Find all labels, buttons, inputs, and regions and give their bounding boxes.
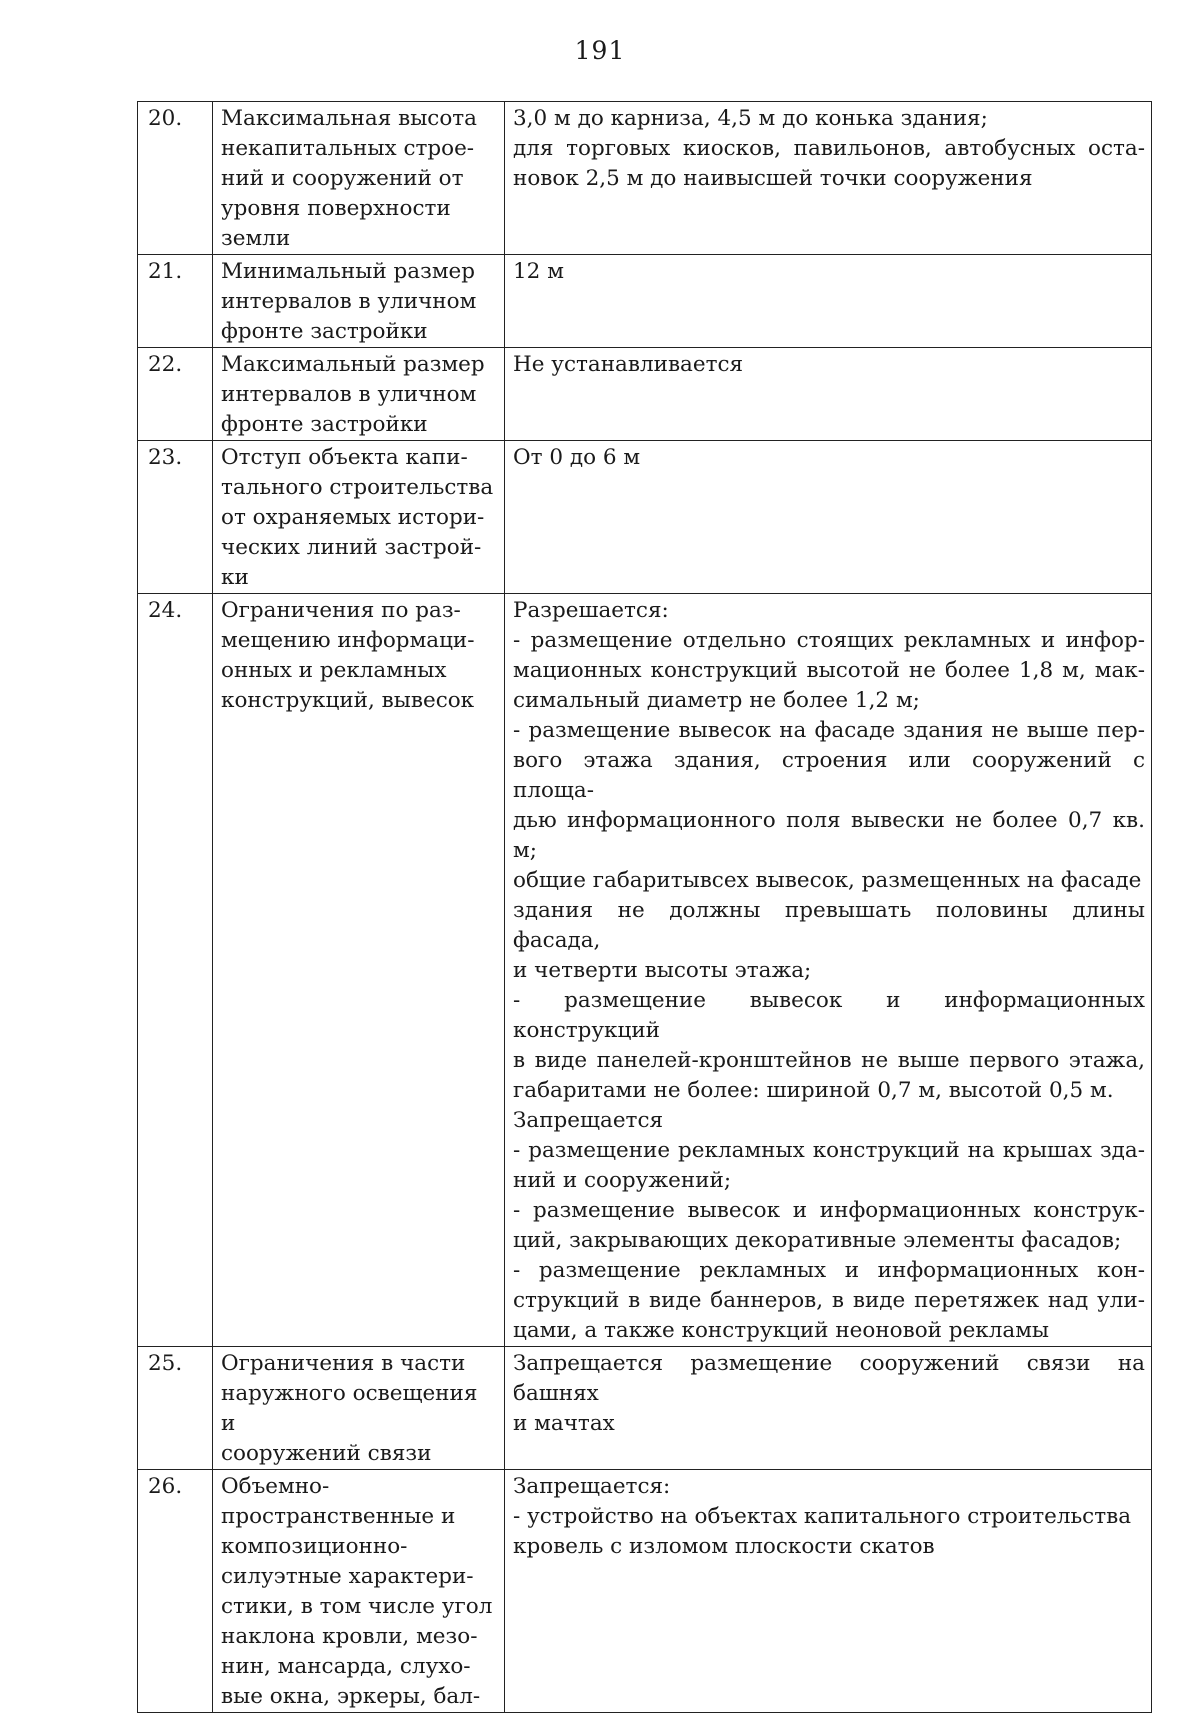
parameter-value: [505, 1470, 1152, 1713]
parameter-name-line: Максимальная высота: [221, 106, 478, 131]
row-number: 21.: [138, 255, 213, 348]
parameter-value-line: кровель с изломом плоскости скатов: [513, 1534, 935, 1559]
table-row: [138, 1347, 1152, 1470]
parameter-name: [213, 1347, 505, 1470]
parameter-name-line: от охраняемых истори-: [221, 505, 485, 530]
parameter-name: [213, 348, 505, 441]
parameter-value-line: струкций в виде баннеров, в виде перетяжек над ули-: [513, 1288, 1145, 1313]
parameter-name-line: нин, мансарда, слухо-: [221, 1654, 471, 1679]
parameter-name-line: Минимальный размер: [221, 259, 476, 284]
parameter-value: [505, 102, 1152, 255]
parameter-value-line: габаритами не более: шириной 0,7 м, высотой 0,5 м.: [513, 1078, 1114, 1103]
parameter-value-line: в виде панелей-кронштейнов не выше первого этажа,: [513, 1048, 1145, 1073]
table-row: [138, 441, 1152, 594]
parameter-value-line: новок 2,5 м до наивысшей точки сооружения: [513, 166, 1033, 191]
parameter-name: [213, 102, 505, 255]
parameter-name: [213, 594, 505, 1347]
parameter-name-line: земли: [221, 226, 291, 251]
parameter-name-line: ки: [221, 565, 249, 590]
parameter-name-line: ний и сооружений от: [221, 166, 464, 191]
parameter-value-line: цами, а также конструкций неоновой рекламы: [513, 1318, 1050, 1343]
parameter-name-line: конструкций, вывесок: [221, 688, 475, 713]
parameter-name-line: наружного освещения и: [221, 1381, 478, 1436]
parameter-value-line: Разрешается:: [513, 598, 669, 623]
parameter-name-line: Максимальный размер: [221, 352, 485, 377]
row-number: 20.: [138, 102, 213, 255]
parameter-value-line: - размещение отдельно стоящих рекламных и инфор-: [513, 628, 1145, 653]
parameter-value-line: ций, закрывающих декоративные элементы фасадов;: [513, 1228, 1122, 1253]
parameter-value-line: симальный диаметр не более 1,2 м;: [513, 688, 920, 713]
parameter-value-line: - размещение рекламных и информационных кон-: [513, 1258, 1145, 1283]
parameter-value-line: Запрещается размещение сооружений связи на башнях: [513, 1351, 1145, 1406]
row-number: 26.: [138, 1470, 213, 1713]
parameter-name-line: онных и рекламных: [221, 658, 447, 683]
parameter-value: [505, 1347, 1152, 1470]
row-number: 25.: [138, 1347, 213, 1470]
parameter-value-line: ний и сооружений;: [513, 1168, 732, 1193]
parameter-name-line: фронте застройки: [221, 412, 428, 437]
parameter-value-line: общие габаритывсех вывесок, размещенных на фасаде: [513, 868, 1142, 893]
parameter-name-line: некапитальных строе-: [221, 136, 475, 161]
parameter-value-line: От 0 до 6 м: [513, 445, 641, 470]
parameter-name-line: тального строительства: [221, 475, 494, 500]
parameter-name-line: Ограничения по раз-: [221, 598, 461, 623]
parameter-name-line: интервалов в уличном: [221, 382, 477, 407]
parameter-value-line: - размещение вывесок на фасаде здания не выше пер-: [513, 718, 1145, 743]
table-row: [138, 348, 1152, 441]
parameter-name-line: уровня поверхности: [221, 196, 451, 221]
parameter-name-line: Ограничения в части: [221, 1351, 466, 1376]
row-number: 24.: [138, 594, 213, 1347]
table-row: [138, 594, 1152, 1347]
parameter-name-line: силуэтные характери-: [221, 1564, 474, 1589]
parameter-value-line: вого этажа здания, строения или сооружений с площа-: [513, 748, 1145, 803]
table-row: [138, 102, 1152, 255]
parameter-value-line: и мачтах: [513, 1411, 615, 1436]
parameter-name-line: стики, в том числе угол: [221, 1594, 493, 1619]
parameter-name-line: Отступ объекта капи-: [221, 445, 468, 470]
regulations-table: [137, 101, 1152, 1713]
parameter-name: [213, 255, 505, 348]
parameter-name-line: сооружений связи: [221, 1441, 432, 1466]
parameter-value-line: 3,0 м до карниза, 4,5 м до конька здания;: [513, 106, 988, 131]
parameter-name-line: интервалов в уличном: [221, 289, 477, 314]
parameter-value-line: дью информационного поля вывески не более 0,7 кв. м;: [513, 808, 1145, 863]
parameter-name-line: композиционно-: [221, 1534, 408, 1559]
row-number: 23.: [138, 441, 213, 594]
parameter-name-line: фронте застройки: [221, 319, 428, 344]
parameter-value-line: - устройство на объектах капитального строительства: [513, 1504, 1132, 1529]
parameter-name-line: пространственные и: [221, 1504, 456, 1529]
parameter-name-line: Объемно-: [221, 1474, 330, 1499]
parameter-name-line: наклона кровли, мезо-: [221, 1624, 478, 1649]
parameter-value-line: мационных конструкций высотой не более 1,8 м, мак-: [513, 658, 1145, 683]
parameter-name-line: вые окна, эркеры, бал-: [221, 1684, 481, 1709]
parameter-value-line: Запрещается:: [513, 1474, 671, 1499]
page-number: 191: [574, 36, 626, 65]
table-row: [138, 1470, 1152, 1713]
parameter-value-line: здания не должны превышать половины длины фасада,: [513, 898, 1145, 953]
parameter-value-line: Запрещается: [513, 1108, 664, 1133]
parameter-name: [213, 441, 505, 594]
parameter-value-line: 12 м: [513, 259, 564, 284]
parameter-value-line: - размещение вывесок и информационных конструкций: [513, 988, 1145, 1043]
parameter-name-line: мещению информаци-: [221, 628, 475, 653]
parameter-value-line: и четверти высоты этажа;: [513, 958, 812, 983]
parameter-value-line: Не устанавливается: [513, 352, 744, 377]
parameter-name: [213, 1470, 505, 1713]
table-row: [138, 255, 1152, 348]
parameter-value-line: - размещение вывесок и информационных конструк-: [513, 1198, 1145, 1223]
parameter-value: [505, 594, 1152, 1347]
parameter-value: [505, 255, 1152, 348]
parameter-value: [505, 348, 1152, 441]
parameter-value-line: - размещение рекламных конструкций на крышах зда-: [513, 1138, 1145, 1163]
parameter-value-line: для торговых киосков, павильонов, автобусных оста-: [513, 136, 1145, 161]
parameter-value: [505, 441, 1152, 594]
row-number: 22.: [138, 348, 213, 441]
parameter-name-line: ческих линий застрой-: [221, 535, 482, 560]
